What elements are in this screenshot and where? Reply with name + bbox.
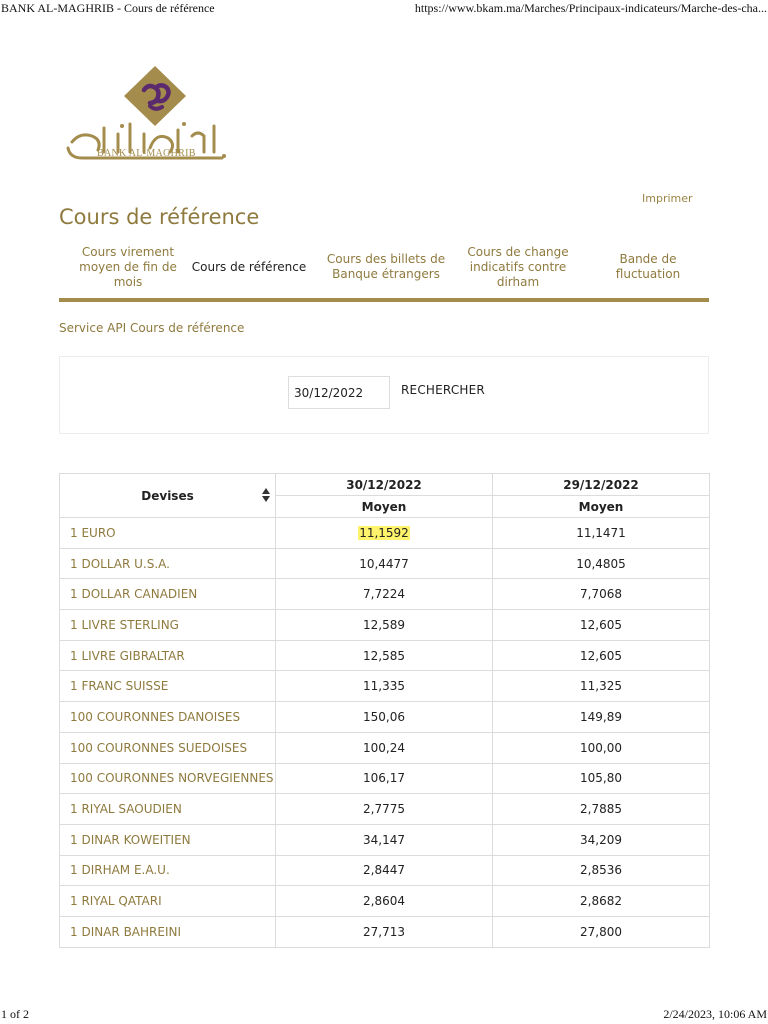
table-row bbox=[60, 640, 710, 671]
currency-name: 1 LIVRE STERLING bbox=[60, 610, 276, 641]
column-header-date-1: 30/12/2022 bbox=[276, 474, 493, 496]
currency-name: 1 DINAR KOWEITIEN bbox=[60, 824, 276, 855]
rate-value-1: 12,589 bbox=[276, 610, 493, 641]
date-input[interactable] bbox=[288, 376, 390, 409]
table-row bbox=[60, 518, 710, 549]
tab-cours-billets[interactable]: Cours des billets de Banque étrangers bbox=[326, 252, 446, 281]
table-row bbox=[60, 671, 710, 702]
currency-name: 100 COURONNES DANOISES bbox=[60, 702, 276, 733]
rate-value-1 bbox=[276, 518, 493, 549]
print-url: https://www.bkam.ma/Marches/Principaux-indicateurs/Marche-des-cha... bbox=[414, 1, 767, 15]
table-row bbox=[60, 763, 710, 794]
currency-name: 1 RIYAL QATARI bbox=[60, 886, 276, 917]
rate-value-1: 100,24 bbox=[276, 732, 493, 763]
rate-value-1: 12,585 bbox=[276, 640, 493, 671]
api-service-link[interactable]: Service API Cours de référence bbox=[59, 321, 245, 335]
search-panel bbox=[59, 356, 709, 434]
rate-value-2: 10,4805 bbox=[493, 548, 710, 579]
rate-value-2: 105,80 bbox=[493, 763, 710, 794]
search-button[interactable]: RECHERCHER bbox=[401, 383, 485, 397]
rate-value-2: 11,325 bbox=[493, 671, 710, 702]
currency-name: 1 LIVRE GIBRALTAR bbox=[60, 640, 276, 671]
rate-value-2: 12,605 bbox=[493, 610, 710, 641]
print-page-title: BANK AL-MAGHRIB - Cours de référence bbox=[1, 1, 215, 15]
currency-name: 1 DOLLAR U.S.A. bbox=[60, 548, 276, 579]
column-header-date-2: 29/12/2022 bbox=[493, 474, 710, 496]
rate-value-2: 2,8682 bbox=[493, 886, 710, 917]
column-subheader-moyen-1: Moyen bbox=[276, 496, 493, 518]
rate-value-1: 34,147 bbox=[276, 824, 493, 855]
rate-value-1: 10,4477 bbox=[276, 548, 493, 579]
rate-value-1: 2,8604 bbox=[276, 886, 493, 917]
highlighted-rate: 11,1592 bbox=[359, 525, 409, 540]
rate-value-1: 150,06 bbox=[276, 702, 493, 733]
sort-icon[interactable] bbox=[262, 486, 270, 504]
column-header-devises[interactable] bbox=[60, 474, 276, 518]
tab-nav bbox=[59, 236, 709, 302]
tab-cours-change-indicatifs[interactable]: Cours de change indicatifs contre dirham bbox=[467, 244, 569, 289]
table-row bbox=[60, 579, 710, 610]
rate-value-2: 2,7885 bbox=[493, 794, 710, 825]
currency-name: 1 DOLLAR CANADIEN bbox=[60, 579, 276, 610]
rate-value-1: 27,713 bbox=[276, 916, 493, 947]
tab-cours-reference[interactable]: Cours de référence bbox=[191, 259, 307, 274]
rate-value-1: 7,7224 bbox=[276, 579, 493, 610]
page-title: Cours de référence bbox=[59, 205, 260, 229]
rate-value-2: 27,800 bbox=[493, 916, 710, 947]
currency-name: 1 DINAR BAHREINI bbox=[60, 916, 276, 947]
rate-value-1: 2,7775 bbox=[276, 794, 493, 825]
print-header bbox=[0, 0, 768, 18]
table-row bbox=[60, 548, 710, 579]
currency-name: 1 DIRHAM E.A.U. bbox=[60, 855, 276, 886]
rate-value-1: 11,335 bbox=[276, 671, 493, 702]
logo-latin-text: BANK AL-MAGHRIB bbox=[97, 148, 196, 159]
rate-value-2: 12,605 bbox=[493, 640, 710, 671]
print-page-number: 1 of 2 bbox=[1, 1007, 29, 1021]
rate-value-2: 34,209 bbox=[493, 824, 710, 855]
table-row bbox=[60, 702, 710, 733]
table-row bbox=[60, 824, 710, 855]
currency-name: 1 RIYAL SAOUDIEN bbox=[60, 794, 276, 825]
rate-value-2: 7,7068 bbox=[493, 579, 710, 610]
bank-logo[interactable] bbox=[64, 64, 234, 166]
rate-value-2: 100,00 bbox=[493, 732, 710, 763]
tab-bande-fluctuation[interactable]: Bande de fluctuation bbox=[615, 252, 681, 281]
table-row bbox=[60, 794, 710, 825]
rate-value-2: 149,89 bbox=[493, 702, 710, 733]
print-footer bbox=[0, 1006, 768, 1024]
table-row bbox=[60, 610, 710, 641]
rate-value-1: 106,17 bbox=[276, 763, 493, 794]
currency-name: 1 EURO bbox=[60, 518, 276, 549]
column-header-devises-label: Devises bbox=[141, 488, 194, 503]
column-subheader-moyen-2: Moyen bbox=[493, 496, 710, 518]
table-row bbox=[60, 886, 710, 917]
table-row bbox=[60, 855, 710, 886]
currency-name: 1 FRANC SUISSE bbox=[60, 671, 276, 702]
table-row bbox=[60, 732, 710, 763]
currency-name: 100 COURONNES SUEDOISES bbox=[60, 732, 276, 763]
rates-table bbox=[59, 473, 710, 948]
print-datetime: 2/24/2023, 10:06 AM bbox=[663, 1007, 767, 1021]
currency-name: 100 COURONNES NORVEGIENNES bbox=[60, 763, 276, 794]
print-link[interactable]: Imprimer bbox=[642, 192, 693, 205]
rate-value-2: 2,8536 bbox=[493, 855, 710, 886]
rate-value-1: 2,8447 bbox=[276, 855, 493, 886]
table-row bbox=[60, 916, 710, 947]
rate-value-2: 11,1471 bbox=[493, 518, 710, 549]
tab-cours-virement[interactable]: Cours virement moyen de fin de mois bbox=[79, 244, 177, 289]
